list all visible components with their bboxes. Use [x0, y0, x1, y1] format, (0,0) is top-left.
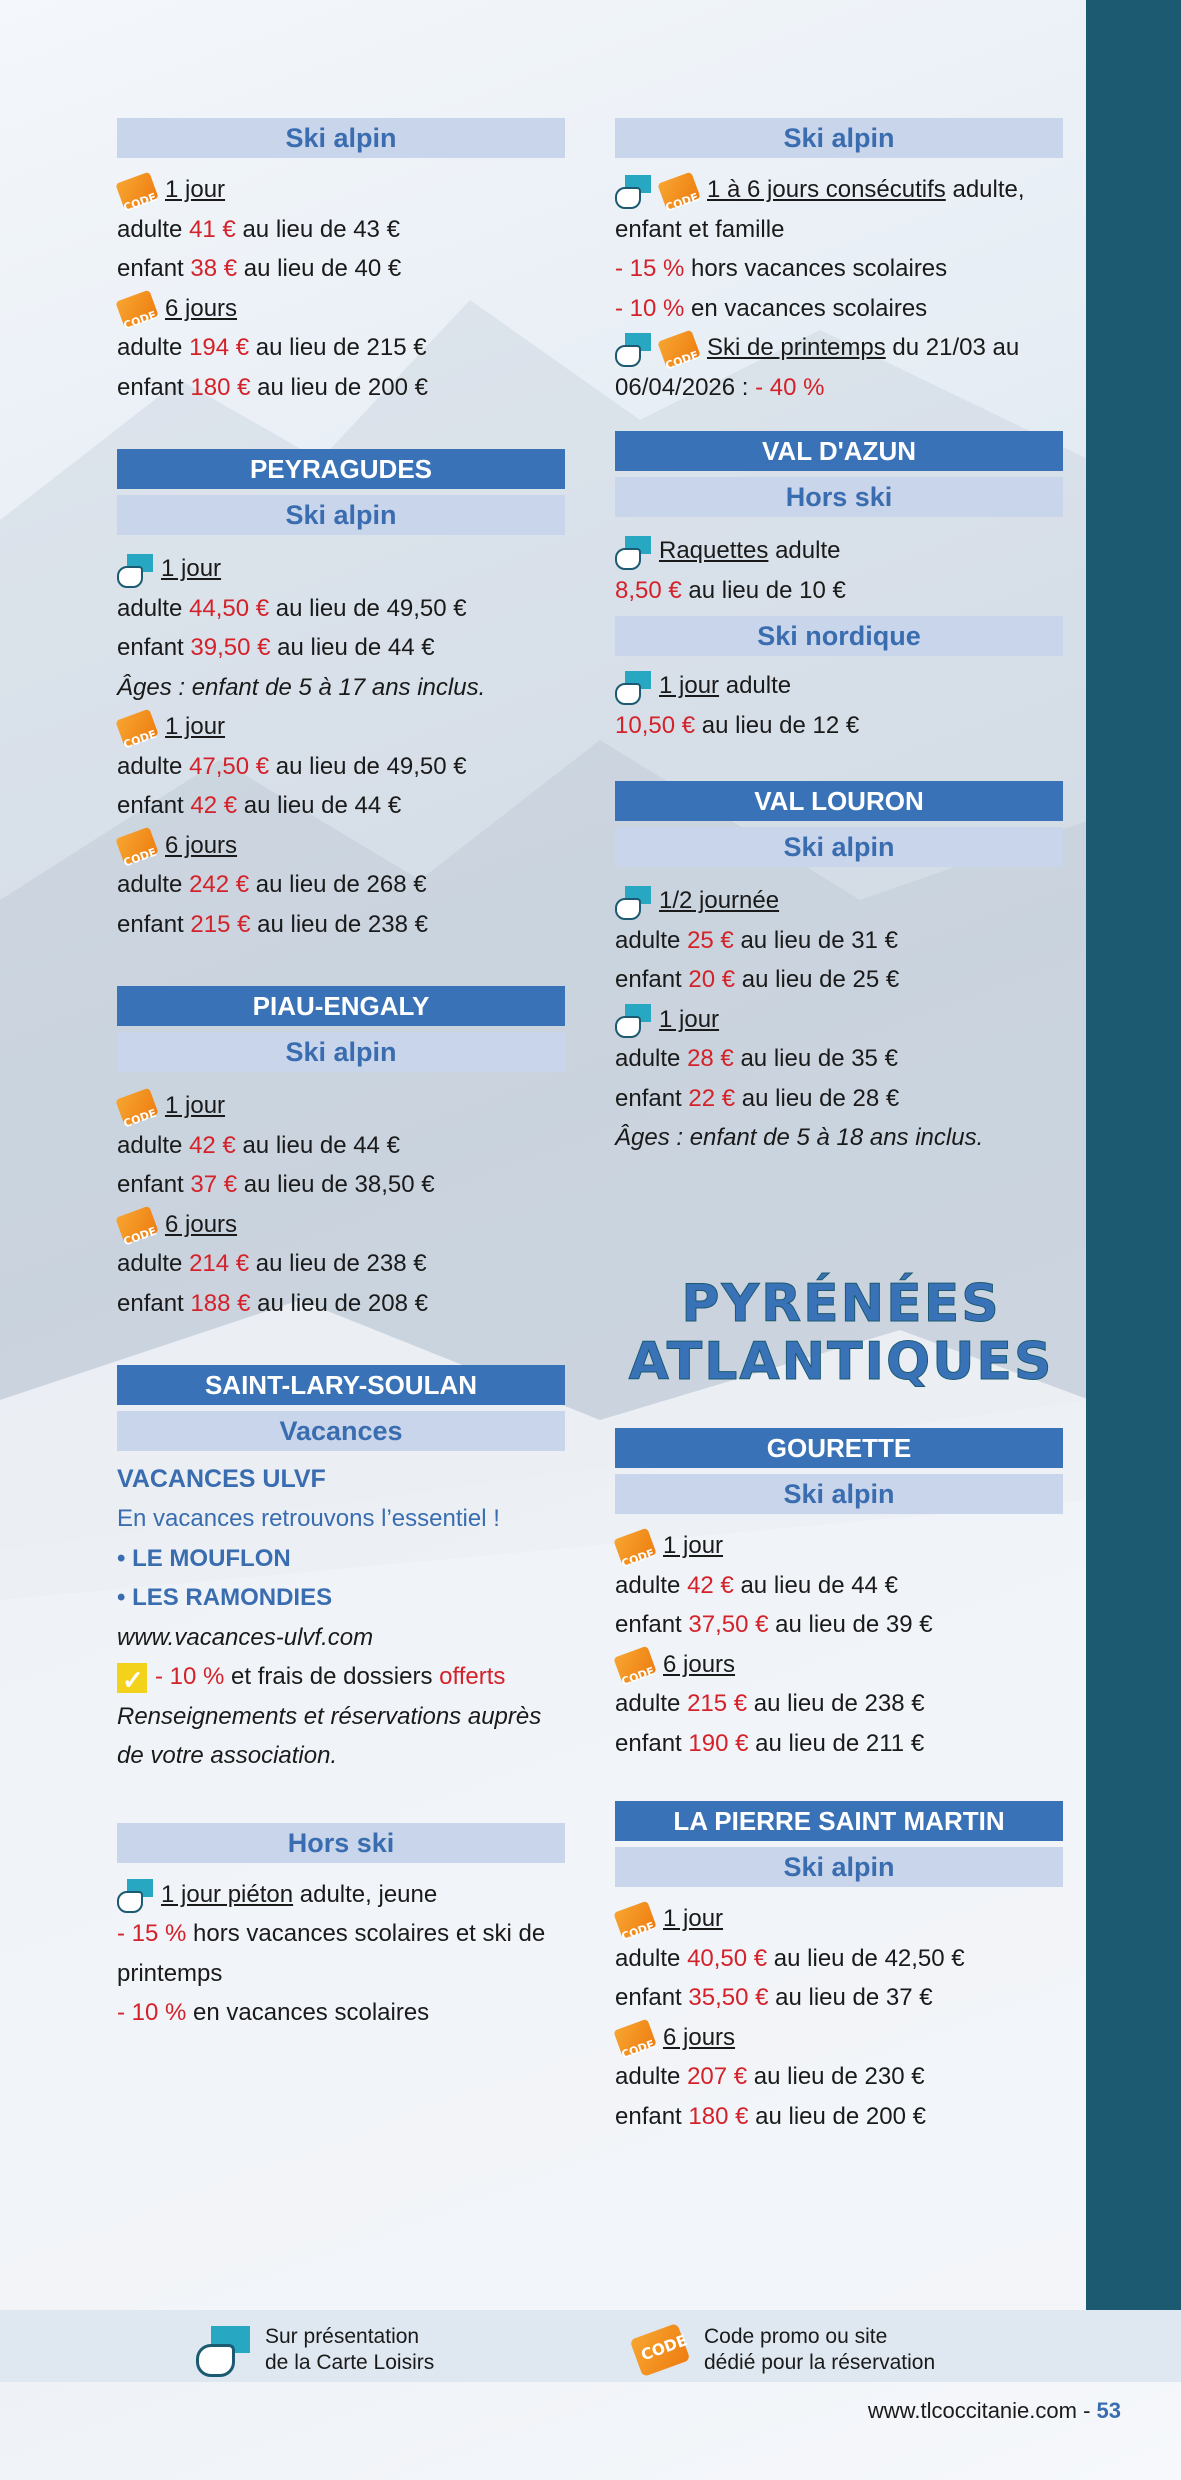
subheader-ski-alpin: Ski alpin — [117, 1032, 565, 1072]
code-icon — [615, 1904, 655, 1936]
card-icon — [615, 175, 651, 207]
card-icon — [615, 671, 651, 703]
subheader-ski-alpin: Ski alpin — [117, 118, 565, 158]
code-icon — [117, 712, 157, 744]
subheader-ski-alpin: Ski alpin — [615, 118, 1063, 158]
subheader-ski-alpin: Ski alpin — [615, 827, 1063, 867]
price: 194 € — [189, 334, 250, 361]
section-title: PYRÉNÉES ATLANTIQUES — [628, 1274, 1054, 1392]
page-number: 53 — [1096, 2398, 1121, 2423]
legend-bar — [0, 2310, 1181, 2382]
price: 41 € — [189, 215, 236, 243]
code-icon — [632, 2328, 688, 2373]
ulvf-info: Renseignements et réservations auprès de votre association. — [117, 1702, 542, 1769]
subheader-ski-alpin: Ski alpin — [615, 1474, 1063, 1514]
legend-card-line2: de la Carte Loisirs — [265, 2351, 435, 2374]
code-icon — [659, 333, 699, 365]
subheader-ski-alpin: Ski alpin — [117, 495, 565, 535]
ulvf-item: • LE MOUFLON — [117, 1544, 291, 1572]
code-icon — [615, 2022, 655, 2054]
subheader-hors-ski: Hors ski — [615, 477, 1063, 517]
footer — [868, 2398, 1121, 2424]
left-column: Ski alpin CODE1 jour adulte 41 € au lieu de 43 € enfant 38 € au lieu de 40 € CODE6 jours adulte 194 € au lieu de 215 € enfant 180 € au lieu de 200 € PEYRAGUDES Ski alpin 1 jour adulte 44,50 € au lieu de 49,50 € enfant 39,50 € au lieu de 44 € Âges : enfant de 5 à 17 ans inclus. CODE1 jour adulte 47,50 € au lieu de 49,50 € enfant 42 € au lieu de 44 € CODE6 jours adulte 242 € au lieu de 268 € enfant 215 € au lieu de 238 € PIAU-ENGALY Ski alpin CODE1 jour adulte 42 € au lieu de 44 € enfant 37 € au lieu de 38,50 € CODE6 jours adulte 214 € au lieu de 238 € enfant 188 € au lieu de 208 € SAINT-LARY-SOULAN Vacances VACANCES ULVF En vacances retrouvons l’essentiel ! • LE MOUFLON • LES RAMONDIES www.vacances-ulvf.com ✓- 10 % et frais de dossiers offerts Renseignements et réservations auprès de votre association. Hors ski 1 jour piéton adulte, jeune - 15 % hors vacances scolaires et ski de printemps - 10 % en vacances scolaires — [117, 118, 565, 2033]
legend-code-line2: dédié pour la réservation — [704, 2351, 936, 2374]
code-icon — [117, 175, 157, 207]
header-gourette: GOURETTE — [615, 1428, 1063, 1468]
subheader-ski-alpin: Ski alpin — [615, 1847, 1063, 1887]
code-icon — [615, 1649, 655, 1681]
card-icon — [615, 536, 651, 568]
card-icon — [615, 1004, 651, 1036]
ulvf-tagline: En vacances retrouvons l’essentiel ! — [117, 1505, 500, 1532]
checkmark-icon — [117, 1663, 147, 1693]
legend-code-line1: Code promo ou site — [704, 2325, 888, 2348]
card-icon — [615, 886, 651, 918]
code-icon — [117, 293, 157, 325]
offer-label: 1 jour — [165, 176, 226, 203]
header-saint-lary-soulan: SAINT-LARY-SOULAN — [117, 1365, 565, 1405]
age-note: Âges : enfant de 5 à 18 ans inclus. — [615, 1124, 984, 1151]
price: 38 € — [190, 255, 238, 282]
code-icon — [117, 1091, 157, 1123]
header-val-d-azun: VAL D'AZUN — [615, 431, 1063, 471]
sidebar-band — [1086, 0, 1181, 2310]
header-val-louron: VAL LOURON — [615, 781, 1063, 821]
age-note: Âges : enfant de 5 à 17 ans inclus. — [117, 673, 486, 701]
header-peyragudes: PEYRAGUDES — [117, 449, 565, 489]
header-piau-engaly: PIAU-ENGALY — [117, 986, 565, 1026]
right-column-atlantiques: GOURETTE Ski alpin CODE1 jour adulte 42 € au lieu de 44 € enfant 37,50 € au lieu de 39 € CODE6 jours adulte 215 € au lieu de 238 € enfant 190 € au lieu de 211 € LA PIERRE SAINT MARTIN Ski alpin CODE1 jour adulte 40,50 € au lieu de 42,50 € enfant 35,50 € au lieu de 37 € CODE6 jours adulte 207 € au lieu de 230 € enfant 180 € au lieu de 200 € — [615, 1428, 1063, 2136]
footer-site[interactable]: www.tlcoccitanie.com - — [867, 2398, 1097, 2423]
header-la-pierre-saint-martin: LA PIERRE SAINT MARTIN — [615, 1801, 1063, 1841]
card-icon — [117, 554, 153, 586]
card-icon — [196, 2326, 250, 2374]
card-icon — [117, 1879, 153, 1911]
legend-card-line1: Sur présentation — [265, 2325, 420, 2348]
ulvf-link[interactable]: www.vacances-ulvf.com — [117, 1623, 374, 1651]
code-icon — [117, 830, 157, 862]
right-column: Ski alpin CODE1 à 6 jours consécutifs adulte, enfant et famille - 15 % hors vacances scolaires - 10 % en vacances scolaires CODESki de printemps du 21/03 au 06/04/2026 : - 40 % VAL D'AZUN Hors ski Raquettes adulte 8,50 € au lieu de 10 € Ski nordique 1 jour adulte 10,50 € au lieu de 12 € VAL LOURON Ski alpin 1/2 journée adulte 25 € au lieu de 31 € enfant 20 € au lieu de 25 € 1 jour adulte 28 € au lieu de 35 € enfant 22 € au lieu de 28 € Âges : enfant de 5 à 18 ans inclus. — [615, 118, 1063, 1158]
card-icon — [615, 333, 651, 365]
code-icon — [615, 1531, 655, 1563]
offer-label: 6 jours — [165, 294, 238, 322]
code-icon — [659, 175, 699, 207]
ulvf-item: • LES RAMONDIES — [117, 1584, 333, 1611]
price: 180 € — [190, 373, 251, 401]
code-icon — [117, 1209, 157, 1241]
subheader-vacances: Vacances — [117, 1411, 565, 1451]
ulvf-title: VACANCES ULVF — [117, 1465, 326, 1493]
subheader-ski-nordique: Ski nordique — [615, 616, 1063, 656]
subheader-hors-ski: Hors ski — [117, 1823, 565, 1863]
